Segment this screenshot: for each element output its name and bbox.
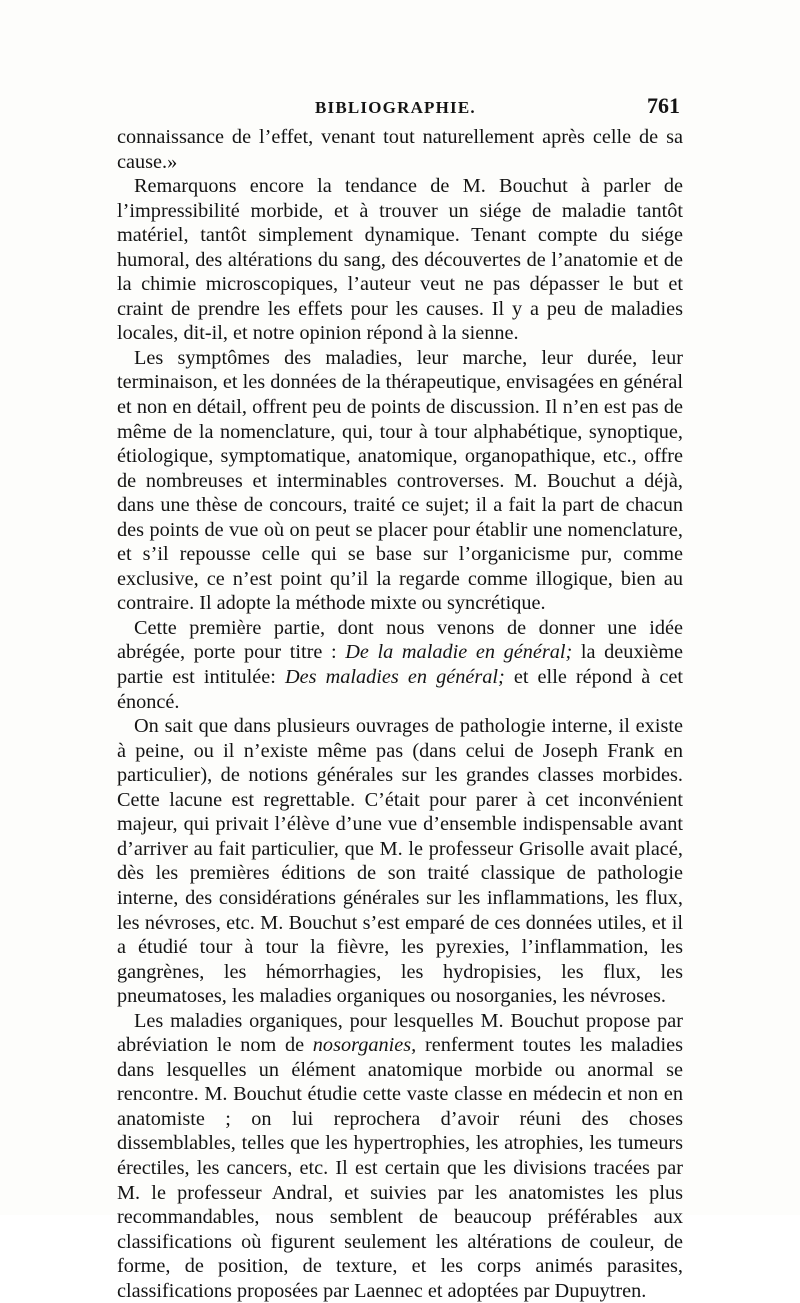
paragraph-text-segment: renferment toutes les maladies dans lesquelles un élément anatomique morbide ou anormal se rencontre. M. Bouchut étudie cette vaste classe en médecin et non en anatomiste ; on lui reprochera d’avoir réuni des choses dissemblables, telles que les hypertrophies, les atrophies, les tumeurs érectiles, les cancers, etc. Il est certain que les divisions tracées par M. le professeur Andral, et suivies par les anatomistes les plus recommandables, nous semblent de beaucoup préférables aux classifications où figurent seulement les altérations de couleur, de forme, de position, de texture, et les corps animés parasites, classifications proposées par Laennec et adoptées par Dupuytren. — [117, 1034, 683, 1302]
book-part-title: Des maladies en général; — [284, 666, 505, 689]
paragraph-impressibilite: Remarquons encore la tendance de M. Bouchut à parler de l’impressibilité morbide, et à trouver un siége de maladie tantôt matériel, tantôt simplement dynamique. Tenant compte du siége humoral, des altérations du sang, des découvertes de l’anatomie et de la chimie microscopiques, l’auteur veut ne pas dépasser le but et craint de prendre les effets pour les causes. Il y a peu de maladies locales, dit-il, et notre opinion répond à la sienne. — [117, 175, 683, 345]
paragraph-pathologie-interne: On sait que dans plusieurs ouvrages de pathologie interne, il existe à peine, ou il n’existe même pas (dans celui de Joseph Frank en particulier), de notions générales sur les grandes classes morbides. Cette lacune est regrettable. C’était pour parer à cet inconvénient majeur, qui privait l’élève d’une vue d’ensemble indispensable avant d’arriver au fait particulier, que M. le professeur Grisolle avait placé, dès les premières éditions de son traité classique de pathologie interne, des considérations générales sur les inflammations, les flux, les névroses, etc. M. Bouchut s’est emparé de ces données utiles, et il a étudié tour à tour la fièvre, les pyrexies, l’inflammation, les gangrènes, les hémorrhagies, les hydropisies, les flux, les pneumatoses, les maladies organiques ou nosorganies, les névroses. — [117, 715, 683, 1008]
paragraph-continued: connaissance de l’effet, venant tout naturellement après celle de sa cause.» — [117, 126, 683, 173]
paragraph-text-segment: la deuxième partie est intitulée: — [117, 641, 683, 689]
page-body — [117, 125, 683, 1303]
running-title: BIBLIOGRAPHIE. — [315, 98, 476, 117]
paragraph-symptomes: Les symptômes des maladies, leur marche, leur durée, leur terminaison, et les données de la thérapeutique, envisagées en général et non en détail, offrent peu de points de discussion. Il n’en est pas de même de la nomenclature, qui, tour à tour alphabétique, synoptique, étiologique, symptomatique, anatomique, organopathique, etc., offre de nombreuses et interminables controverses. M. Bouchut a déjà, dans une thèse de concours, traité ce sujet; il a fait la part de chacun des points de vue où on peut se placer pour établir une nomenclature, et s’il repousse celle qui se base sur l’organicisme pur, comme exclusive, ce n’est point qu’il la regarde comme illogique, bien au contraire. Il adopte la méthode mixte ou syncrétique. — [117, 346, 683, 615]
page-header — [117, 92, 682, 122]
paragraph-text-segment: Cette première partie, dont nous venons de donner une idée abrégée, porte pour titre : — [117, 616, 683, 664]
page-number: 761 — [647, 93, 680, 118]
book-part-title: De la maladie en général; — [345, 641, 573, 664]
italic-term: nosorganies, — [312, 1034, 417, 1057]
paragraph-text-segment: Les maladies organiques, pour lesquelles M. Bouchut propose par abréviation le nom de — [117, 1009, 683, 1057]
paragraph-text-segment: et elle répond à cet énoncé. — [117, 666, 683, 713]
paragraph-maladies-organiques — [117, 1009, 683, 1303]
paragraph-premiere-partie — [117, 616, 683, 714]
